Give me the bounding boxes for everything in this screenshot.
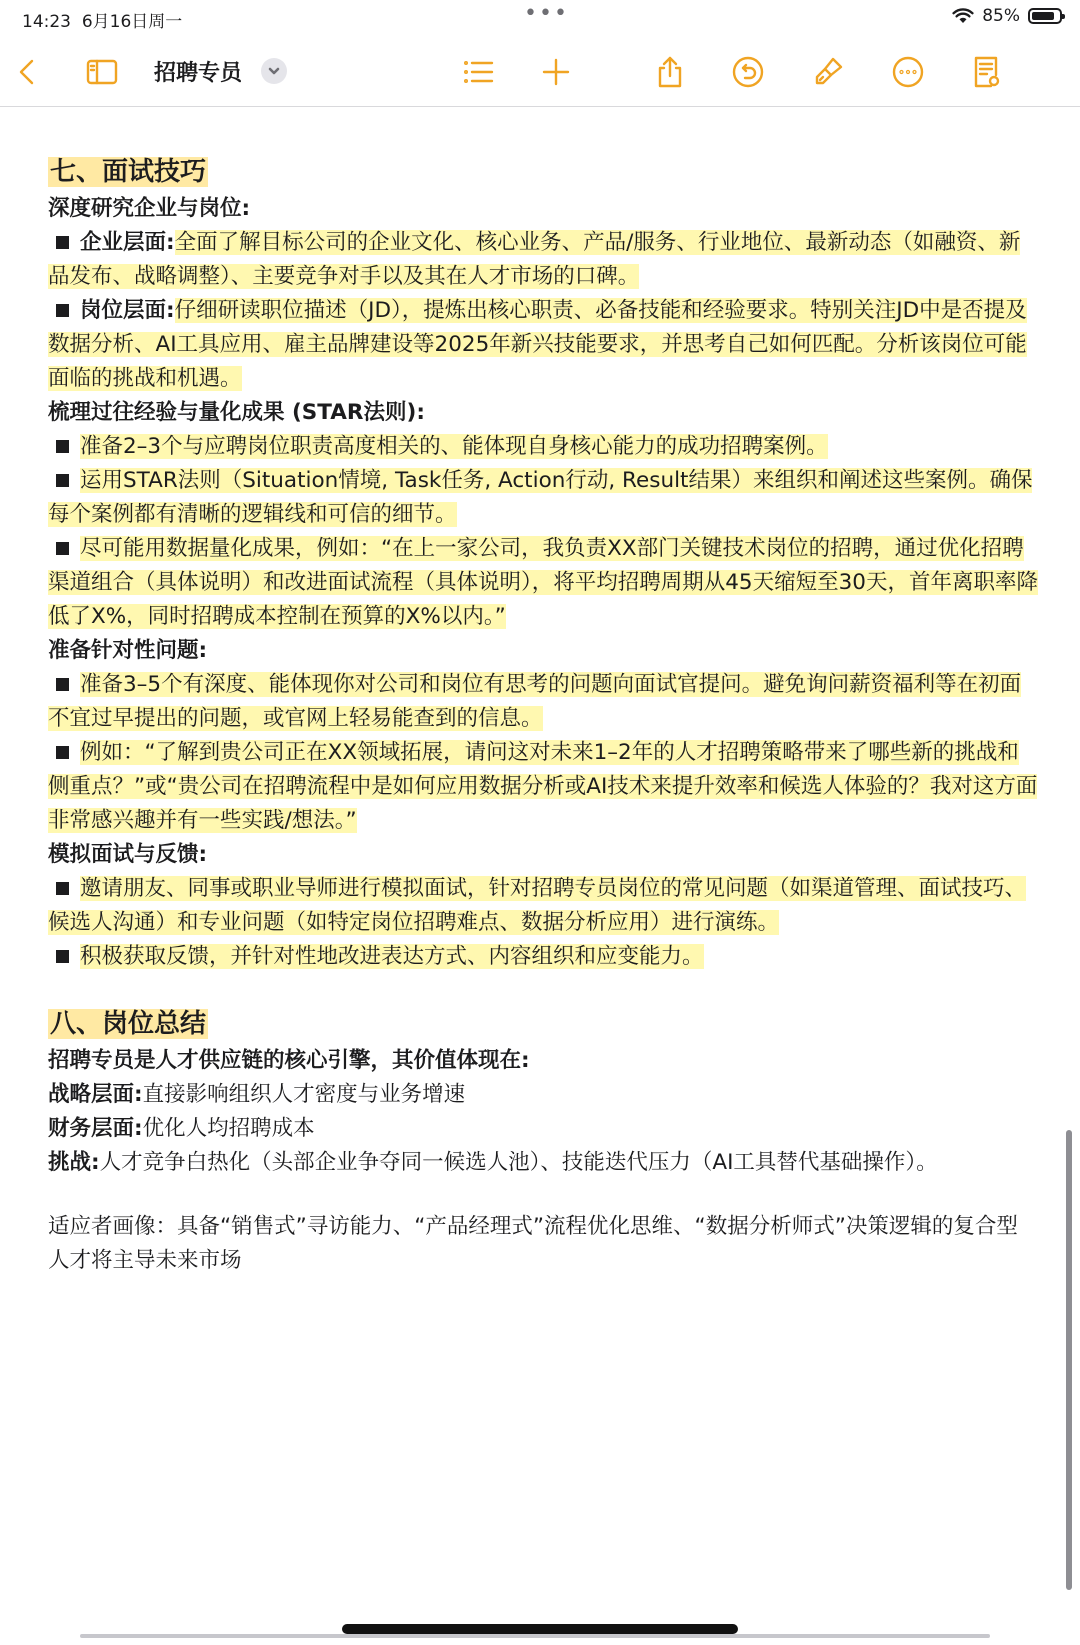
bullet-icon [56, 474, 69, 487]
format-brush-button[interactable] [808, 52, 848, 92]
list-item-text: 尽可能用数据量化成果，例如：“在上一家公司，我负责XX部门关键技术岗位的招聘，通过优化招聘渠道组合（具体说明）和改进面试流程（具体说明），将平均招聘周期从45天缩短至30天，首年离职率降低了X%，同时招聘成本控制在预算的X%以内。” [48, 536, 1038, 629]
document-title[interactable]: 招聘专员 [154, 61, 243, 86]
status-time: 14:23 [22, 12, 71, 32]
list-item-text: 仔细研读职位描述（JD），提炼出核心职责、必备技能和经验要求。特别关注JD中是否提及数据分析、AI工具应用、雇主品牌建设等2025年新兴技能要求，并思考自己如何匹配。分析该岗位可能面临的挑战和机遇。 [48, 298, 1027, 391]
section-heading-8 [48, 1004, 1038, 1044]
more-button[interactable] [888, 52, 928, 92]
summary-line-text: 直接影响组织人才密度与业务增速 [142, 1082, 466, 1107]
status-right [952, 6, 1062, 26]
summary-line-text: 优化人均招聘成本 [142, 1116, 315, 1141]
list-item-text: 邀请朋友、同事或职业导师进行模拟面试，针对招聘专员岗位的常见问题（如渠道管理、面试技巧、候选人沟通）和专业问题（如特定岗位招聘难点、数据分析应用）进行演练。 [48, 876, 1027, 935]
list-item-label: 岗位层面: [80, 298, 175, 323]
undo-icon [731, 55, 765, 89]
list-item [48, 668, 1038, 736]
subheading-mock-interview: 模拟面试与反馈: [48, 842, 208, 867]
chevron-left-icon [11, 55, 45, 89]
list-item [48, 940, 1038, 974]
share-button[interactable] [650, 52, 690, 92]
summary-line-text: 人才竞争白热化（头部企业争夺同一候选人池）、技能迭代压力（AI工具替代基础操作）。 [99, 1150, 938, 1175]
subheading-star: 梳理过往经验与量化成果 (STAR法则): [48, 400, 425, 425]
format-list-button[interactable] [458, 52, 498, 92]
list-item-text: 积极获取反馈，并针对性地改进表达方式、内容组织和应变能力。 [80, 944, 704, 969]
bullet-icon [56, 746, 69, 759]
toolbar [0, 34, 1080, 107]
list-item-text: 准备2–3个与应聘岗位职责高度相关的、能体现自身核心能力的成功招聘案例。 [80, 434, 828, 459]
home-indicator[interactable] [342, 1624, 738, 1634]
section-heading-8-text: 八、岗位总结 [50, 1009, 207, 1039]
sidebar-icon [85, 55, 119, 89]
undo-button[interactable] [728, 52, 768, 92]
summary-line-label: 挑战: [48, 1150, 100, 1175]
status-date: 6月16日周一 [81, 12, 183, 32]
bullet-icon [56, 678, 69, 691]
summary-line [48, 1112, 1038, 1146]
list-icon [461, 55, 495, 89]
document-icon [969, 55, 1003, 89]
vertical-scrollbar[interactable] [1066, 1130, 1072, 1590]
list-item-text: 全面了解目标公司的企业文化、核心业务、产品/服务、行业地位、最新动态（如融资、新品发布、战略调整）、主要竞争对手以及其在人才市场的口碑。 [48, 230, 1021, 289]
section-heading-7-text: 七、面试技巧 [50, 157, 207, 187]
more-icon [891, 55, 925, 89]
summary-line-label: 财务层面: [48, 1116, 143, 1141]
sidebar-toggle-button[interactable] [82, 52, 122, 92]
multitasking-dots-icon[interactable]: ••• [524, 1, 569, 26]
horizontal-scrollbar[interactable] [80, 1634, 990, 1638]
list-item [48, 294, 1038, 396]
list-item [48, 226, 1038, 294]
status-time-date [22, 7, 182, 32]
list-item [48, 736, 1038, 838]
summary-line [48, 1146, 1038, 1180]
list-item-text: 例如：“了解到贵公司正在XX领域拓展，请问这对未来1–2年的人才招聘策略带来了哪些新的挑战和侧重点？”或“贵公司在招聘流程中是如何应用数据分析或AI技术来提升效率和候选人体验的？我对这方面非常感兴趣并有一些实践/想法。” [48, 740, 1038, 833]
list-item [48, 430, 1038, 464]
chevron-down-icon [267, 64, 281, 78]
battery-percent: 85% [982, 6, 1020, 26]
list-item-label: 企业层面: [80, 230, 175, 255]
list-item [48, 872, 1038, 940]
bullet-icon [56, 950, 69, 963]
subheading-questions: 准备针对性问题: [48, 638, 208, 663]
bullet-icon [56, 236, 69, 249]
list-item [48, 464, 1038, 532]
share-icon [653, 55, 687, 89]
add-button[interactable] [536, 52, 576, 92]
document-body[interactable] [48, 152, 1038, 1278]
spacer [48, 974, 1038, 1004]
brush-icon [811, 55, 845, 89]
closing-paragraph: 适应者画像：具备“销售式”寻访能力、“产品经理式”流程优化思维、“数据分析师式”决策逻辑的复合型人才将主导未来市场 [48, 1214, 1018, 1273]
list-item-text: 准备3–5个有深度、能体现你对公司和岗位有思考的问题向面试官提问。避免询问薪资福利等在初面不宜过早提出的问题，或官网上轻易能查到的信息。 [48, 672, 1022, 731]
bullet-icon [56, 304, 69, 317]
bullet-icon [56, 882, 69, 895]
section-heading-7 [48, 152, 1038, 192]
plus-icon [539, 55, 573, 89]
summary-line [48, 1078, 1038, 1112]
status-bar [0, 0, 1080, 34]
list-item-text: 运用STAR法则（Situation情境, Task任务, Action行动, Result结果）来组织和阐述这些案例。确保每个案例都有清晰的逻辑线和可信的细节。 [48, 468, 1033, 527]
wifi-icon [952, 8, 974, 24]
bullet-icon [56, 542, 69, 555]
battery-icon [1028, 8, 1062, 24]
document-settings-button[interactable] [966, 52, 1006, 92]
battery-cap [1062, 14, 1065, 19]
spacer [48, 1180, 1038, 1210]
list-item [48, 532, 1038, 634]
bullet-icon [56, 440, 69, 453]
subheading-research: 深度研究企业与岗位: [48, 196, 251, 221]
back-button[interactable] [8, 52, 48, 92]
battery-level [1032, 12, 1054, 20]
title-menu-button[interactable] [261, 58, 287, 84]
summary-line-label: 战略层面: [48, 1082, 143, 1107]
summary-intro: 招聘专员是人才供应链的核心引擎，其价值体现在: [48, 1048, 530, 1073]
